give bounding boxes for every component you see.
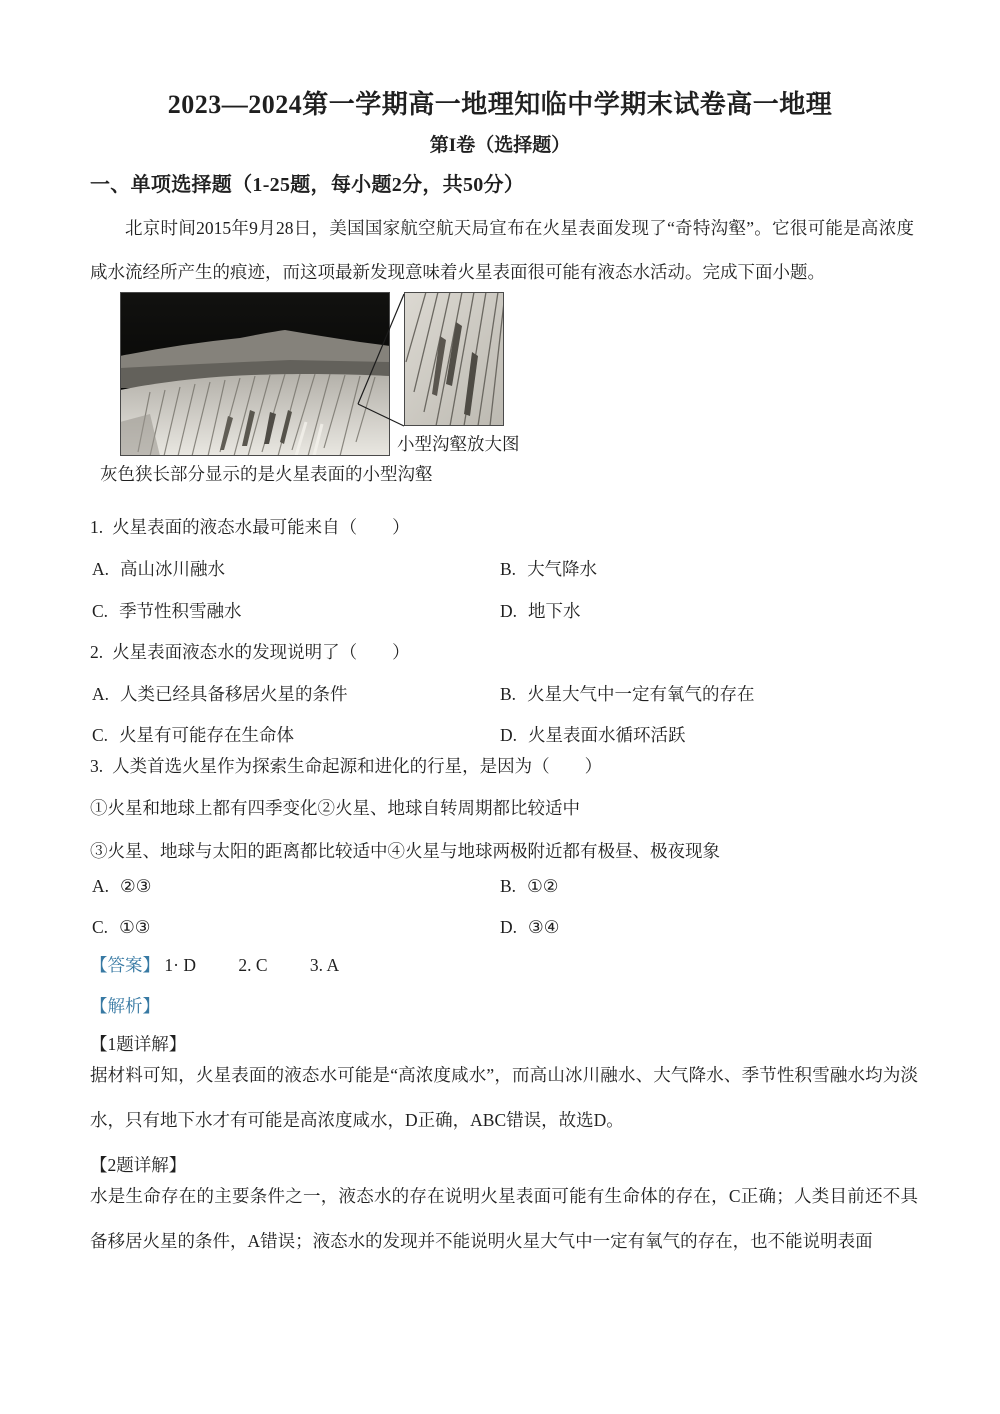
option-label: D.	[500, 917, 518, 937]
option-label: A.	[92, 559, 110, 579]
inset-caption: 小型沟壑放大图	[397, 434, 520, 454]
question-3-subitems-1: ①火星和地球上都有四季变化②火星、地球自转周期都比较适中	[90, 798, 580, 818]
question-1-text: 火星表面的液态水最可能来自（ ）	[112, 517, 410, 537]
section-heading: 一、单项选择题（1-25题，每小题2分，共50分）	[90, 174, 525, 196]
answer-label: 【答案】	[90, 955, 160, 975]
option-text: ③④	[528, 917, 560, 937]
question-1-option-d[interactable]	[500, 598, 581, 623]
detail-2-text: 水是生命存在的主要条件之一，液态水的存在说明火星表面可能有生命体的存在，C正确；人类目前还不具备移居火星的条件，A错误；液态水的发现并不能说明火星大气中一定有氧气的存在，也不能说明表面	[90, 1186, 918, 1251]
question-3-option-d[interactable]	[500, 917, 559, 938]
question-2-option-d[interactable]	[500, 722, 686, 747]
mars-surface-photo	[120, 292, 390, 456]
question-2-option-b[interactable]	[500, 681, 755, 706]
option-text: 高山冰川融水	[120, 559, 226, 579]
question-1-stem	[90, 514, 410, 539]
question-2-option-c[interactable]	[92, 722, 294, 747]
detail-1-text: 据材料可知，火星表面的液态水可能是“高浓度咸水”，而高山冰川融水、大气降水、季节性积雪融水均为淡水，只有地下水才有可能是高浓度咸水，D正确，ABC错误，故选D。	[90, 1065, 918, 1130]
question-3-option-b[interactable]	[500, 876, 558, 897]
option-label: A.	[92, 684, 110, 704]
figure-caption: 灰色狭长部分显示的是火星表面的小型沟壑	[100, 464, 433, 484]
option-label: C.	[92, 601, 109, 621]
question-2-number: 2.	[90, 642, 104, 662]
question-1-option-a[interactable]	[92, 556, 225, 581]
option-label: C.	[92, 917, 109, 937]
answer-item-3: 3. A	[309, 955, 340, 975]
option-text: 火星表面水循环活跃	[528, 725, 686, 745]
option-label: D.	[500, 601, 518, 621]
question-1-option-c[interactable]	[92, 598, 242, 623]
question-2-option-a[interactable]	[92, 681, 348, 706]
question-3-text: 人类首选火星作为探索生命起源和进化的行星，是因为（ ）	[112, 756, 603, 776]
option-label: D.	[500, 725, 518, 745]
volume-subtitle: 第I卷（选择题）	[429, 135, 571, 156]
question-2-text: 火星表面液态水的发现说明了（ ）	[112, 642, 410, 662]
page-title: 2023—2024第一学期高一地理知临中学期末试卷高一地理	[167, 90, 833, 119]
option-text: 大气降水	[527, 559, 598, 579]
question-3-option-c[interactable]	[92, 917, 150, 938]
question-2-stem	[90, 639, 410, 664]
option-text: 火星有可能存在生命体	[119, 725, 295, 745]
question-3-option-a[interactable]	[92, 876, 151, 897]
option-text: 地下水	[528, 601, 581, 621]
option-label: B.	[500, 559, 517, 579]
intro-paragraph: 北京时间2015年9月28日，美国国家航空航天局宣布在火星表面发现了“奇特沟壑”。它很可能是高浓度咸水流经所产生的痕迹，而这项最新发现意味着火星表面很可能有液态水活动。完成下面小题。	[90, 218, 914, 282]
option-text: ①③	[119, 917, 151, 937]
gully-closeup-photo	[404, 292, 504, 426]
answer-item-1: 1· D	[164, 955, 196, 975]
question-1-number: 1.	[90, 517, 104, 537]
question-3-subitems-2: ③火星、地球与太阳的距离都比较适中④火星与地球两极附近都有极昼、极夜现象	[90, 841, 720, 861]
option-label: B.	[500, 876, 517, 896]
option-text: ①②	[527, 876, 559, 896]
detail-2-heading: 【2题详解】	[90, 1155, 187, 1175]
detail-1-heading: 【1题详解】	[90, 1034, 187, 1054]
question-3-number: 3.	[90, 756, 104, 776]
option-label: B.	[500, 684, 517, 704]
question-3-stem	[90, 753, 602, 778]
option-text: 火星大气中一定有氧气的存在	[527, 684, 755, 704]
option-text: 季节性积雪融水	[119, 601, 242, 621]
answer-line	[90, 952, 377, 977]
option-label: A.	[92, 876, 110, 896]
question-1-option-b[interactable]	[500, 556, 597, 581]
analysis-label: 【解析】	[90, 996, 160, 1016]
answer-item-2: 2. C	[238, 955, 268, 975]
option-text: 人类已经具备移居火星的条件	[120, 684, 348, 704]
option-label: C.	[92, 725, 109, 745]
option-text: ②③	[120, 876, 152, 896]
